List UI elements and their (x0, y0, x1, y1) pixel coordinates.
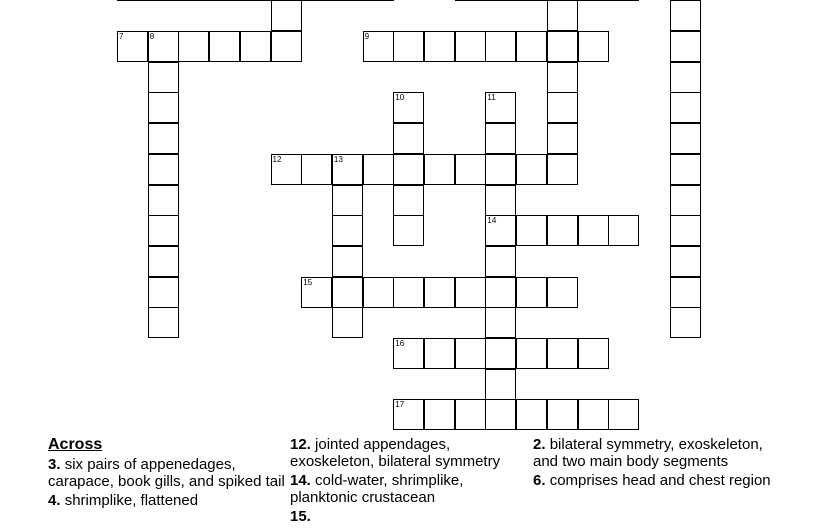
clue-number-label: 17 (395, 400, 405, 410)
clue-number-label: 9 (364, 32, 370, 41)
grid-cell[interactable] (148, 154, 179, 185)
clue-down-2: 2. bilateral symmetry, exoskeleton, and two main body segments (533, 436, 763, 470)
grid-cell[interactable] (148, 307, 179, 338)
grid-cell[interactable] (148, 92, 179, 123)
clue-number-label: 16 (395, 339, 405, 348)
clue-across-15: 15. (290, 508, 311, 525)
grid-cell[interactable] (332, 277, 363, 308)
grid-cell[interactable] (485, 399, 516, 430)
grid-cell[interactable] (455, 31, 486, 62)
grid-cell[interactable] (578, 338, 609, 369)
clue-number-label: 14 (487, 216, 497, 226)
clues-column-1 (48, 436, 293, 511)
grid-cell[interactable] (301, 0, 332, 1)
grid-cell[interactable] (148, 215, 179, 246)
clues-column-3 (533, 436, 778, 491)
grid-cell[interactable] (455, 399, 486, 430)
grid-cell[interactable] (424, 277, 455, 308)
grid-cell[interactable] (455, 0, 486, 1)
grid-cell[interactable] (332, 246, 363, 277)
grid-cell[interactable] (485, 0, 516, 1)
clues-column-2 (290, 436, 535, 527)
clue-number-label: 10 (395, 93, 405, 103)
grid-cell[interactable] (209, 0, 240, 1)
grid-cell[interactable] (424, 399, 455, 430)
grid-cell[interactable] (271, 0, 302, 31)
grid-cell[interactable] (393, 185, 424, 216)
grid-cell[interactable] (547, 277, 578, 308)
grid-cell[interactable] (670, 185, 701, 216)
grid-cell[interactable] (516, 215, 547, 246)
grid-cell[interactable] (363, 0, 394, 1)
grid-cell[interactable] (516, 399, 547, 430)
grid-cell[interactable] (424, 338, 455, 369)
grid-cell[interactable] (332, 0, 363, 1)
grid-cell[interactable] (578, 0, 609, 1)
clue-number-label: 11 (487, 93, 496, 103)
grid-cell[interactable] (363, 154, 394, 185)
grid-cell[interactable] (547, 62, 578, 93)
grid-cell[interactable] (485, 277, 516, 308)
grid-cell[interactable] (516, 0, 547, 1)
grid-cell[interactable] (670, 62, 701, 93)
grid-cell[interactable] (455, 154, 486, 185)
grid-cell[interactable] (455, 277, 486, 308)
grid-cell[interactable] (485, 154, 516, 185)
grid-cell[interactable] (301, 154, 332, 185)
grid-cell[interactable] (485, 338, 516, 369)
grid-cell[interactable] (148, 185, 179, 216)
grid-cell[interactable] (670, 31, 701, 62)
clue-across-14: 14. cold-water, shrimplike, planktonic crustacean (290, 472, 464, 506)
grid-cell[interactable] (393, 215, 424, 246)
grid-cell[interactable] (608, 399, 639, 430)
grid-cell[interactable] (148, 246, 179, 277)
grid-cell[interactable] (393, 31, 424, 62)
grid-cell[interactable] (670, 154, 701, 185)
grid-cell[interactable] (670, 277, 701, 308)
grid-cell[interactable] (485, 123, 516, 154)
grid-cell[interactable] (670, 307, 701, 338)
grid-cell[interactable] (547, 215, 578, 246)
grid-cell[interactable] (547, 123, 578, 154)
grid-cell[interactable] (485, 369, 516, 400)
grid-cell[interactable] (178, 0, 209, 1)
grid-cell[interactable] (393, 277, 424, 308)
clue-number-label: 7 (119, 32, 124, 41)
grid-cell[interactable] (240, 31, 271, 62)
grid-cell[interactable] (547, 92, 578, 123)
clue-across-4: 4. shrimplike, flattened (48, 492, 199, 509)
clue-number-label: 13 (333, 154, 343, 164)
grid-cell[interactable] (485, 246, 516, 277)
across-heading: Across (48, 436, 103, 453)
grid-cell[interactable] (393, 154, 424, 185)
grid-cell[interactable] (516, 154, 547, 185)
grid-cell[interactable] (547, 154, 578, 185)
clue-number-label: 15 (303, 277, 313, 287)
grid-cell[interactable] (148, 62, 179, 93)
grid-cell[interactable] (332, 185, 363, 216)
grid-cell[interactable] (516, 31, 547, 62)
grid-cell[interactable] (608, 0, 639, 1)
grid-cell[interactable] (363, 277, 394, 308)
grid-cell[interactable] (670, 246, 701, 277)
grid-cell[interactable] (670, 215, 701, 246)
grid-cell[interactable] (271, 0, 302, 1)
clue-number-label: 12 (272, 154, 282, 164)
grid-cell[interactable] (332, 307, 363, 338)
grid-cell[interactable] (547, 399, 578, 430)
grid-cell[interactable] (670, 123, 701, 154)
grid-cell[interactable] (547, 338, 578, 369)
clue-across-3: 3. six pairs of appenedages, carapace, book gills, and spiked tail (48, 456, 285, 490)
clue-down-6: 6. comprises head and chest region (533, 472, 771, 489)
grid-cell[interactable] (516, 338, 547, 369)
grid-cell[interactable] (670, 0, 701, 31)
grid-cell[interactable] (148, 123, 179, 154)
grid-cell[interactable] (424, 154, 455, 185)
grid-cell[interactable] (424, 31, 455, 62)
clue-across-12: 12. jointed appendages, exoskeleton, bilateral symmetry (290, 436, 501, 470)
grid-cell[interactable] (670, 92, 701, 123)
grid-cell[interactable] (578, 31, 609, 62)
grid-cell[interactable] (271, 31, 302, 62)
grid-cell[interactable] (608, 215, 639, 246)
grid-cell[interactable] (578, 399, 609, 430)
grid-cell[interactable] (240, 0, 271, 1)
grid-cell[interactable] (578, 215, 609, 246)
grid-cell[interactable] (516, 277, 547, 308)
grid-cell[interactable] (148, 0, 179, 1)
grid-cell[interactable] (117, 0, 148, 1)
grid-cell[interactable] (178, 31, 209, 62)
grid-cell[interactable] (148, 277, 179, 308)
clue-number-label: 8 (149, 32, 155, 41)
grid-cell[interactable] (547, 31, 578, 62)
grid-cell[interactable] (485, 185, 516, 216)
grid-cell[interactable] (485, 31, 516, 62)
grid-cell[interactable] (485, 307, 516, 338)
grid-cell[interactable] (209, 31, 240, 62)
grid-cell[interactable] (332, 215, 363, 246)
grid-cell[interactable] (455, 338, 486, 369)
grid-cell[interactable] (547, 0, 578, 31)
grid-cell[interactable] (393, 123, 424, 154)
